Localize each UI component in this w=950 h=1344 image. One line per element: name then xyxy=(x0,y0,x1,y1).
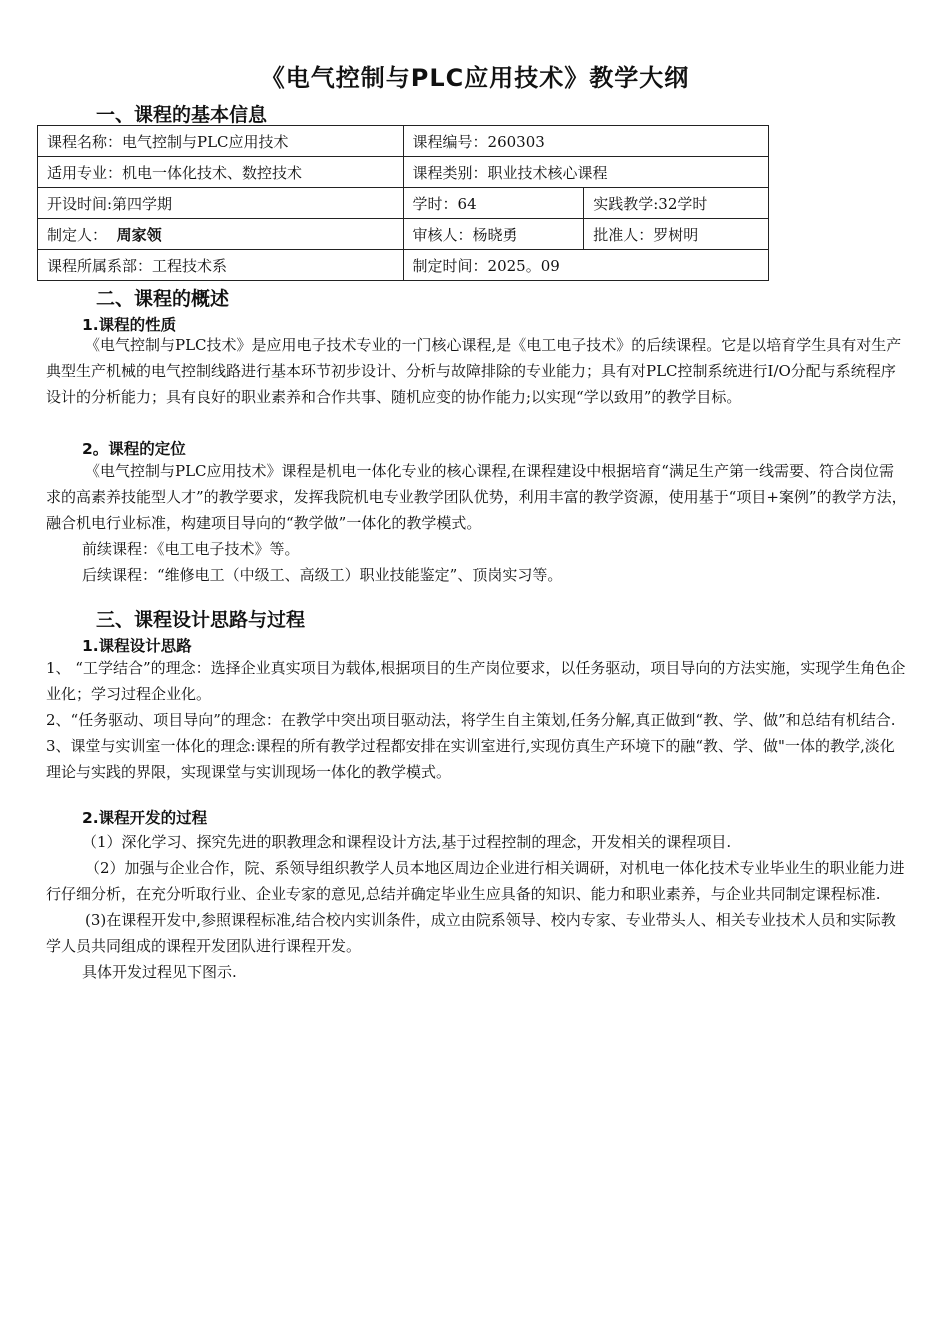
paragraph-course-nature xyxy=(46,332,908,410)
course-code-cell: 课程编号：260303 xyxy=(403,126,768,157)
subheading-development-process: 2.课程开发的过程 xyxy=(82,809,208,827)
section-heading-basic-info: 一、课程的基本信息 xyxy=(96,104,268,126)
list-item: （1）深化学习、探究先进的职教理念和课程设计方法,基于过程控制的理念，开发相关的课程项目. xyxy=(82,833,732,851)
document-title: 《电气控制与PLC应用技术》教学大纲 xyxy=(260,64,690,92)
approver-cell: 批准人：罗树明 xyxy=(584,219,769,250)
table-row xyxy=(38,219,769,250)
practice-hours-cell: 实践教学:32学时 xyxy=(584,188,769,219)
author-label: 制定人： xyxy=(47,225,108,244)
follow-up-courses: 后续课程：“维修电工（中级工、高级工）职业技能鉴定”、顶岗实习等。 xyxy=(82,566,563,584)
list-item: 具体开发过程见下图示. xyxy=(82,963,237,981)
major-cell: 适用专业：机电一体化技术、数控技术 xyxy=(38,157,404,188)
hours-cell: 学时：64 xyxy=(403,188,584,219)
list-item: (3)在课程开发中,参照课程标准,结合校内实训条件，成立由院系领导、校内专家、专业带头人、相关专业技术人员和实际教学人员共同组成的课程开发团队进行课程开发。 xyxy=(46,911,896,955)
course-name-cell: 课程名称：电气控制与PLC应用技术 xyxy=(38,126,404,157)
author-cell xyxy=(38,219,404,250)
reviewer-cell: 审核人：杨晓勇 xyxy=(403,219,584,250)
paragraph-text: 《电气控制与PLC技术》是应用电子技术专业的一门核心课程,是《电工电子技术》的后续课程。它是以培育学生具有对生产典型生产机械的电气控制线路进行基本环节初步设计、分析与故障排除的专业能力；具有对PLC控制系统进行I/O分配与系统程序设计的分析能力；具有良好的职业素养和合作共事、随机应变的协作能力;以实现“学以致用”的教学目标。 xyxy=(46,336,902,406)
paragraph-text: 《电气控制与PLC应用技术》课程是机电一体化专业的核心课程,在课程建设中根据培育“满足生产第一线需要、符合岗位需求的高素养技能型人才”的教学要求，发挥我院机电专业教学团队优势，利用丰富的教学资源，使用基于“项目+案例”的教学方法，融合机电行业标准，构建项目导向的“教学做”一体化的教学模式。 xyxy=(46,462,907,532)
date-cell: 制定时间：2025。09 xyxy=(403,250,768,281)
table-row xyxy=(38,188,769,219)
subheading-design-ideas: 1.课程设计思路 xyxy=(82,637,192,655)
paragraph-course-position xyxy=(46,458,908,588)
prerequisite-courses: 前续课程：《电工电子技术》等。 xyxy=(82,540,300,558)
list-design-ideas xyxy=(46,655,908,785)
course-info-table xyxy=(37,125,769,281)
table-row xyxy=(38,126,769,157)
subheading-course-nature: 1.课程的性质 xyxy=(82,316,177,334)
author-name: 周家领 xyxy=(116,225,162,244)
table-row xyxy=(38,157,769,188)
list-item: （2）加强与企业合作，院、系领导组织教学人员本地区周边企业进行相关调研，对机电一体化技术专业毕业生的职业能力进行仔细分析，在充分听取行业、企业专家的意见,总结并确定毕业生应具备的知识、能力和职业素养，与企业共同制定课程标准. xyxy=(46,859,905,903)
list-development-process xyxy=(46,829,908,985)
subheading-course-position: 2。课程的定位 xyxy=(82,440,186,458)
semester-cell: 开设时间:第四学期 xyxy=(38,188,404,219)
course-type-cell: 课程类别：职业技术核心课程 xyxy=(403,157,768,188)
table-row xyxy=(38,250,769,281)
list-item: 3、课堂与实训室一体化的理念:课程的所有教学过程都安排在实训室进行,实现仿真生产环境下的融“教、学、做"一体的教学,淡化理论与实践的界限，实现课堂与实训现场一体化的教学模式。 xyxy=(46,737,895,781)
section-heading-design: 三、课程设计思路与过程 xyxy=(96,609,306,631)
department-cell: 课程所属系部：工程技术系 xyxy=(38,250,404,281)
list-item: 1、 “工学结合”的理念：选择企业真实项目为载体,根据项目的生产岗位要求，以任务驱动，项目导向的方法实施，实现学生角色企业化；学习过程企业化。 xyxy=(46,659,906,703)
section-heading-overview: 二、课程的概述 xyxy=(96,288,230,310)
list-item: 2、“任务驱动、项目导向”的理念：在教学中突出项目驱动法，将学生自主策划,任务分解,真正做到“教、学、做”和总结有机结合. xyxy=(46,711,896,729)
